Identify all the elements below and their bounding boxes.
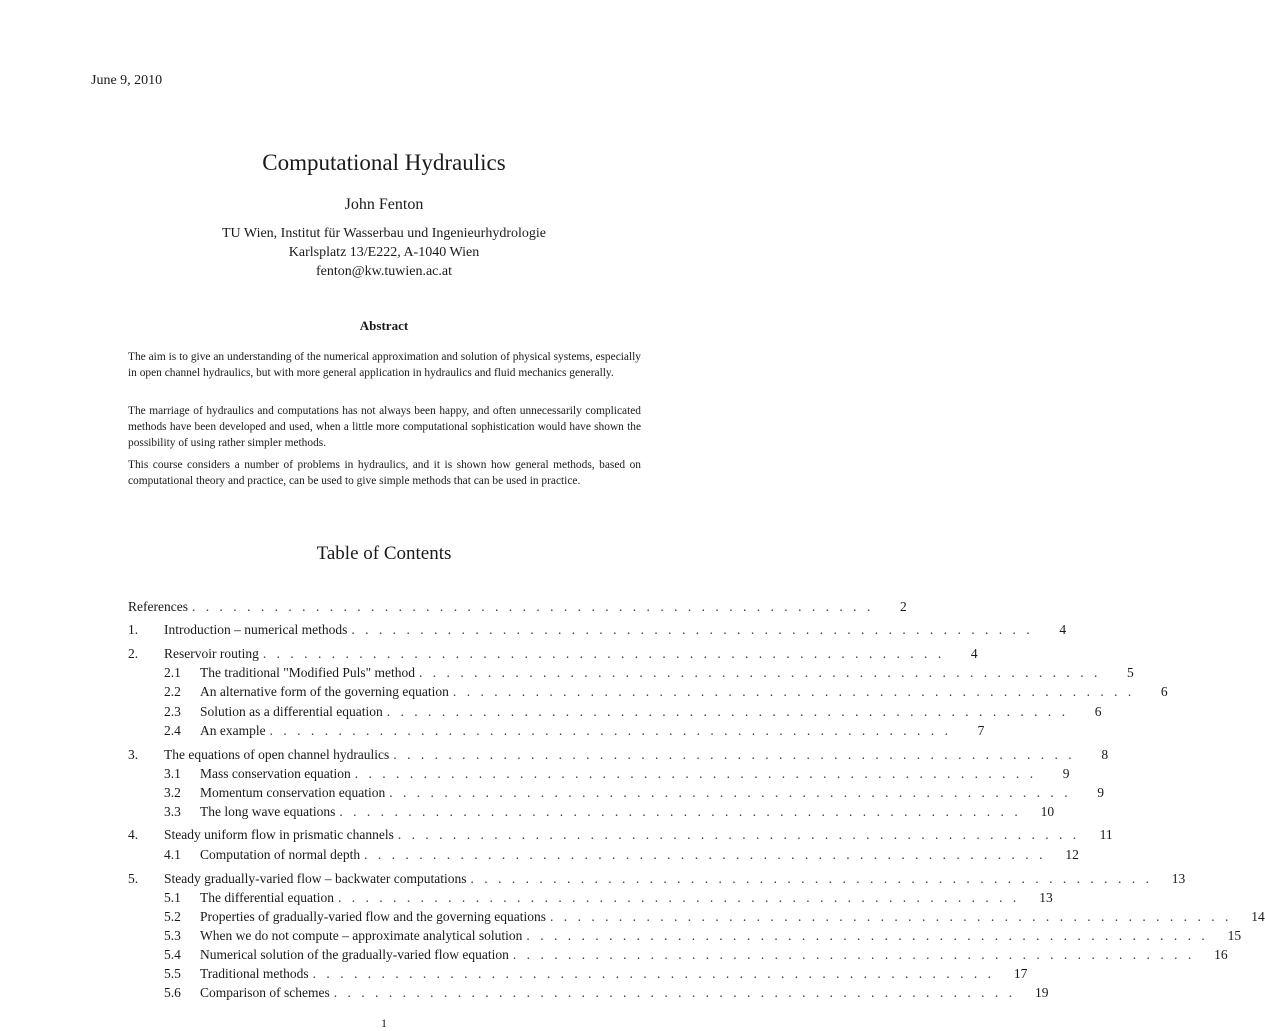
toc-entry-label: Reservoir routing	[164, 646, 259, 661]
toc-entry-page: 5	[1127, 665, 1134, 680]
toc-leader-dots: ..................................................	[364, 847, 1053, 862]
toc-entry-number: 5.2	[164, 909, 181, 924]
toc-entry-page: 7	[977, 723, 985, 738]
page-number: 1	[381, 1016, 387, 1030]
toc-entry-label: Properties of gradually-varied flow and the governing equations	[200, 909, 547, 924]
toc-entry-label: Computation of normal depth	[200, 847, 361, 862]
toc-leader-dots: ..................................................	[337, 890, 1027, 905]
document-title: Computational Hydraulics	[262, 150, 506, 175]
toc-entry-label: Solution as a differential equation	[200, 704, 383, 719]
toc-leader-dots: ..................................................	[512, 947, 1202, 962]
toc-entry-page: 9	[1062, 766, 1070, 781]
toc-entry-page: 16	[1214, 947, 1228, 962]
toc-entry-number: 2.	[128, 646, 139, 661]
toc-entry-page: 4	[1059, 622, 1067, 637]
toc-entry-number: 3.3	[164, 804, 181, 819]
toc-entry-number: 5.1	[164, 890, 181, 905]
affiliation-institute: TU Wien, Institut für Wasserbau und Ingenieurhydrologie	[222, 226, 546, 241]
abstract-paragraph: This course considers a number of problems in hydraulics, and it is shown how general methods, based on computational theory and practice, can be used to give simple methods that can be used in practice.	[128, 459, 641, 487]
toc-leader-dots: ..................................................	[351, 622, 1041, 637]
toc-entry-number: 5.4	[164, 947, 181, 962]
toc-entry-label: Traditional methods	[200, 966, 309, 981]
toc-entry-label: Comparison of schemes	[200, 985, 330, 1000]
toc-entry-page: 19	[1034, 985, 1049, 1000]
toc-entry-number: 3.1	[164, 766, 181, 781]
abstract-paragraph: The marriage of hydraulics and computations has not always been happy, and often unnecessarily complicated methods have been developed and used, when a little more computational sophistication would have shown the possibility of using rather simpler methods.	[128, 405, 641, 449]
toc-entry-label: The differential equation	[200, 890, 334, 905]
toc-leader-dots: ..................................................	[191, 599, 881, 614]
toc-entry-label: Steady gradually-varied flow – backwater computations	[164, 871, 467, 886]
toc-entry-page: 17	[1013, 966, 1028, 981]
toc-entry-number: 5.3	[164, 928, 181, 943]
toc-leader-dots: ..................................................	[526, 928, 1216, 943]
toc-entry-number: 5.6	[164, 985, 181, 1000]
toc-entry[interactable]	[164, 682, 1168, 701]
toc-entry-number: 5.	[128, 871, 139, 886]
author-name: John Fenton	[344, 196, 424, 213]
toc-entry-label: The traditional "Modified Puls" method	[200, 665, 415, 680]
toc-entry[interactable]	[128, 825, 1113, 844]
document-date: June 9, 2010	[91, 73, 163, 88]
toc-leader-dots: ..................................................	[419, 665, 1108, 680]
toc-entry-number: 2.2	[164, 684, 181, 699]
toc-leader-dots: ..................................................	[550, 909, 1239, 924]
toc-entry-page: 4	[970, 646, 978, 661]
toc-entry-label: The long wave equations	[200, 804, 336, 819]
toc-heading: Table of Contents	[316, 543, 452, 564]
toc-leader-dots: ..................................................	[393, 747, 1083, 762]
toc-entry-page: 15	[1227, 928, 1242, 943]
toc-entry[interactable]	[164, 945, 1228, 964]
toc-entry-page: 6	[1094, 704, 1102, 719]
toc-entry[interactable]	[128, 620, 1067, 639]
toc-entry-label: Introduction – numerical methods	[164, 622, 348, 637]
toc-entry-page: 12	[1065, 847, 1079, 862]
toc-entry-page: 9	[1097, 785, 1104, 800]
toc-entry-number: 3.	[128, 747, 139, 762]
toc-leader-dots: ..................................................	[470, 871, 1160, 886]
toc-leader-dots: ..................................................	[339, 804, 1029, 819]
toc-entry[interactable]	[164, 802, 1055, 821]
toc-entry[interactable]	[128, 745, 1109, 764]
toc-entry[interactable]	[164, 702, 1102, 721]
toc-leader-dots: ..................................................	[312, 966, 1002, 981]
toc-entry-page: 13	[1039, 890, 1053, 905]
toc-entry-number: 5.5	[164, 966, 181, 981]
toc-entry-number: 2.1	[164, 665, 181, 680]
affiliation-email: fenton@kw.tuwien.ac.at	[316, 264, 452, 279]
toc-entry-number: 2.3	[164, 704, 181, 719]
toc-entry-label: References	[128, 599, 188, 614]
toc-entry[interactable]	[128, 869, 1186, 888]
toc-entry[interactable]	[164, 764, 1070, 783]
toc-leader-dots: ..................................................	[386, 704, 1076, 719]
toc-entry-number: 4.1	[164, 847, 181, 862]
toc-entry[interactable]	[164, 907, 1265, 926]
toc-entry-label: Numerical solution of the gradually-varied flow equation	[200, 947, 509, 962]
toc-entry-page: 8	[1101, 747, 1109, 762]
toc-leader-dots: ..................................................	[389, 785, 1078, 800]
toc-entry-page: 2	[899, 599, 907, 614]
toc-entry-label: Mass conservation equation	[200, 766, 351, 781]
toc-entry-label: Steady uniform flow in prismatic channels	[164, 827, 394, 842]
toc-entry[interactable]	[164, 663, 1134, 682]
toc-entry-number: 3.2	[164, 785, 181, 800]
toc-entry-label: When we do not compute – approximate analytical solution	[200, 928, 523, 943]
toc-entry-label: An example	[200, 723, 266, 738]
toc-entry[interactable]	[164, 888, 1053, 907]
toc-entry-label: The equations of open channel hydraulics	[164, 747, 390, 762]
toc-entry[interactable]	[164, 783, 1104, 802]
toc-leader-dots: ..................................................	[269, 723, 959, 738]
toc-entry-page: 14	[1251, 909, 1265, 924]
abstract-paragraph: The aim is to give an understanding of the numerical approximation and solution of physical systems, especially in open channel hydraulics, but with more general application in hydraulics and fluid mechanics generally.	[128, 351, 641, 379]
toc-entry[interactable]	[128, 644, 978, 663]
toc-leader-dots: ..................................................	[333, 985, 1023, 1000]
toc-entry-page: 10	[1040, 804, 1055, 819]
toc-entry[interactable]	[164, 926, 1242, 945]
toc-entry[interactable]	[164, 721, 985, 740]
abstract-heading: Abstract	[359, 318, 409, 333]
toc-leader-dots: ..................................................	[397, 827, 1087, 842]
toc-entry[interactable]	[164, 964, 1028, 983]
toc-entry-number: 2.4	[164, 723, 181, 738]
toc-leader-dots: ..................................................	[452, 684, 1142, 699]
toc-entry-page: 13	[1171, 871, 1186, 886]
toc-entry[interactable]	[128, 597, 907, 616]
toc-entry-page: 11	[1099, 827, 1113, 842]
affiliation-address: Karlsplatz 13/E222, A-1040 Wien	[288, 245, 480, 260]
toc-entry[interactable]	[164, 983, 1049, 1002]
toc-entry-number: 1.	[128, 622, 139, 637]
toc-entry[interactable]	[164, 845, 1079, 864]
toc-entry-page: 6	[1160, 684, 1168, 699]
toc-entry-label: Momentum conservation equation	[200, 785, 386, 800]
toc-leader-dots: ..................................................	[262, 646, 952, 661]
toc-entry-label: An alternative form of the governing equation	[200, 684, 449, 699]
toc-leader-dots: ..................................................	[354, 766, 1044, 781]
toc-entry-number: 4.	[128, 827, 139, 842]
